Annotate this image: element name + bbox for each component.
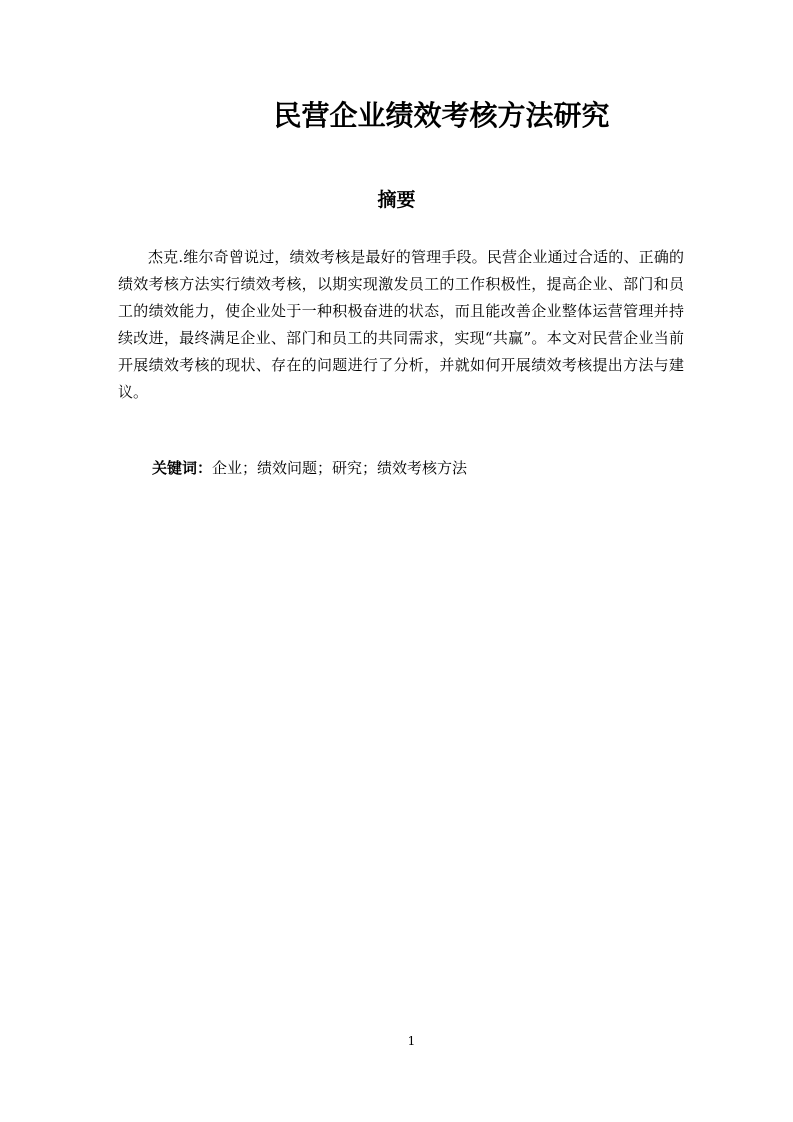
keywords-value: 企业；绩效问题；研究；绩效考核方法 <box>212 459 468 477</box>
page-number: 1 <box>407 1034 416 1048</box>
document-title: 民营企业绩效考核方法研究 <box>273 99 610 132</box>
abstract-heading: 摘要 <box>377 189 416 211</box>
abstract-paragraph: 杰克.维尔奇曾说过，绩效考核是最好的管理手段。民营企业通过合适的、正确的绩效考核方法实行绩效考核，以期实现激发员工的工作积极性，提高企业、部门和员工的绩效能力，使企业处于一种积极奋进的状态，而且能改善企业整体运营管理并持续改进，最终满足企业、部门和员工的共同需求，实现“共赢”。本文对民营企业当前开展绩效考核的现状、存在的问题进行了分析，并就如何开展绩效考核提出方法与建议。 <box>118 248 684 401</box>
keywords-label: 关键词： <box>152 459 213 477</box>
keywords-line <box>152 456 692 480</box>
